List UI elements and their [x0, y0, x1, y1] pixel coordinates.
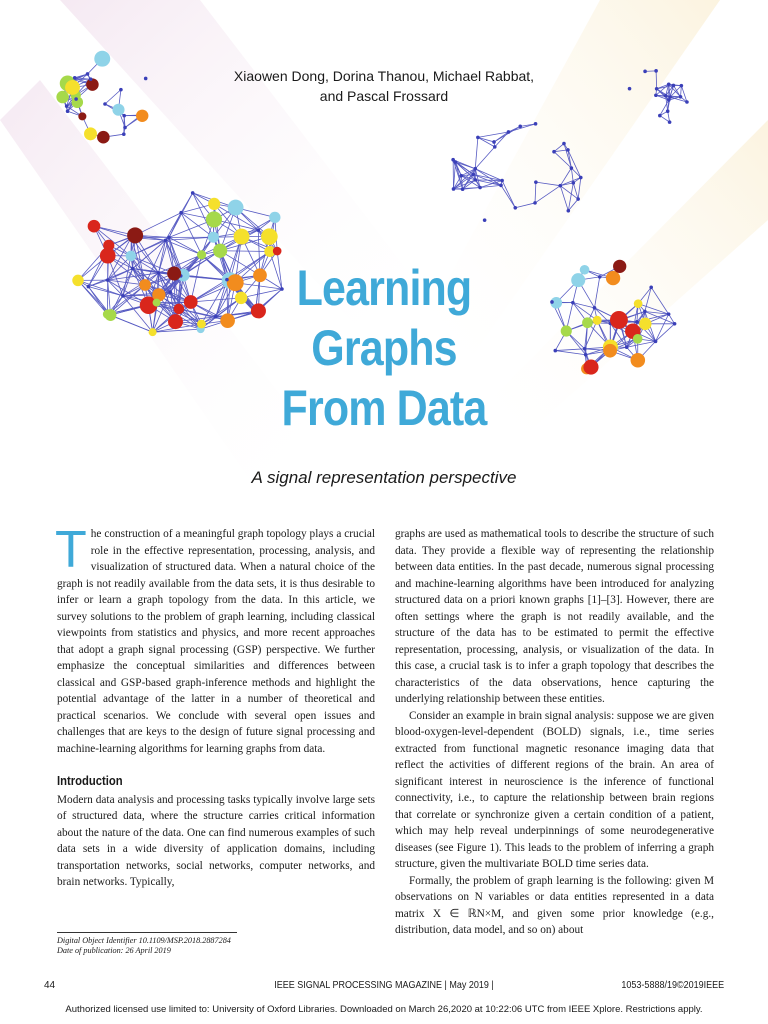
graph-node: [473, 167, 477, 171]
graph-node: [582, 317, 593, 328]
graph-node: [227, 274, 244, 291]
graph-node: [628, 87, 632, 91]
graph-node: [228, 200, 244, 216]
graph-node: [533, 201, 537, 205]
graph-node: [88, 220, 101, 233]
graph-node: [56, 91, 69, 104]
graph-node: [593, 316, 602, 325]
body-paragraph-2: Consider an example in brain signal analysis: suppose we are given blood-oxygen-level-dependent (BOLD) signals, i.e., time series extracted from functional magnetic resonance imaging data that reflect the activities of different regions of the brain. An area of significant interest in neuroscience is the inference of functional connectivity, i.e., to capture the relationship between brain regions that correlate or synchronize given a certain condition of a patient, which may help reveal underpinnings of some neurodegenerative diseases (see Figure 1). This leads to the problem of inferring a graph structure, given the multivariate BOLD time series data.: [395, 709, 714, 870]
graph-node: [105, 309, 117, 321]
graph-node: [179, 211, 183, 215]
graph-node: [666, 109, 670, 113]
graph-edge: [656, 324, 675, 342]
graph-edge: [78, 280, 111, 315]
graph-node: [667, 82, 671, 86]
graph-node: [121, 294, 125, 298]
graph-node: [191, 191, 195, 195]
graph-node: [157, 271, 161, 275]
graph-node: [65, 80, 80, 95]
graph-node: [534, 180, 538, 184]
authors-line-1: Xiaowen Dong, Dorina Thanou, Michael Rabbat,: [233, 68, 535, 84]
graph-node: [558, 184, 562, 188]
graph-node: [571, 301, 575, 305]
graph-node: [658, 114, 662, 118]
graph-node: [167, 236, 171, 240]
drop-cap: T: [55, 521, 87, 579]
graph-node: [94, 51, 110, 67]
graph-node: [625, 345, 629, 349]
graph-node: [553, 349, 557, 353]
graph-node: [680, 84, 684, 88]
graph-edge: [475, 137, 478, 168]
graph-node: [74, 97, 78, 101]
graph-edge: [656, 71, 657, 89]
graph-node: [492, 140, 496, 144]
graph-edge: [181, 213, 201, 255]
graph-node: [126, 251, 137, 262]
graph-node: [593, 306, 597, 310]
graph-edge: [475, 169, 502, 181]
graph-node: [112, 104, 124, 116]
graph-node: [168, 290, 172, 294]
title-line-2: Graphs: [311, 320, 457, 376]
article-title: [255, 258, 513, 438]
graph-edge: [475, 147, 495, 169]
graph-node: [672, 84, 676, 88]
graph-edge: [220, 251, 270, 252]
graph-node: [214, 315, 218, 319]
graph-node: [654, 340, 658, 344]
footnote-doi: Digital Object Identifier 10.1109/MSP.2018.2887284: [57, 936, 231, 945]
left-column: [55, 521, 375, 891]
graph-node: [654, 93, 658, 97]
graph-node: [87, 285, 91, 289]
graph-node: [634, 299, 643, 308]
graph-node: [127, 227, 143, 243]
intro-paragraph: Modern data analysis and processing tasks typically involve large sets of structured data, where the structure carries critical information about the nature of the data. One can find numerous examples of such data sets in a wide diversity of application domains, including transportation networks, social networks, computer networks, and brain networks. Typically,: [57, 793, 375, 888]
graph-node: [139, 279, 151, 291]
graph-node: [149, 328, 157, 336]
graph-node: [84, 127, 97, 140]
graph-node: [552, 150, 556, 154]
graph-node: [667, 312, 671, 316]
graph-node: [639, 318, 651, 330]
graph-node: [461, 187, 465, 191]
graph-node: [610, 311, 628, 329]
graph-edge: [105, 90, 121, 104]
graph-node: [197, 320, 206, 329]
graph-node: [100, 248, 116, 264]
graph-node: [131, 267, 135, 271]
graph-node: [235, 292, 247, 304]
graph-node: [153, 299, 161, 307]
graph-node: [86, 78, 99, 91]
graph-node: [633, 334, 643, 344]
article-subtitle: A signal representation perspective: [251, 468, 517, 487]
graph-node: [451, 158, 455, 162]
right-column: [395, 526, 714, 939]
graph-node: [136, 110, 148, 122]
license-notice: Authorized licensed use limited to: University of Oxford Libraries. Downloaded on March 26,2020 at 10:22:06 UTC from IEEE Xplore. Restrictions apply.: [65, 1004, 703, 1015]
graph-node: [460, 174, 464, 178]
graph-node: [97, 131, 110, 144]
graph-node: [562, 142, 566, 146]
graph-node: [164, 238, 168, 242]
graph-node: [225, 278, 229, 282]
title-line-1: Learning: [296, 260, 472, 316]
graph-node: [103, 102, 107, 106]
graph-node: [213, 244, 227, 258]
title-line-3: From Data: [281, 380, 487, 436]
graph-node: [570, 166, 574, 170]
graph-node: [664, 94, 668, 98]
graph-node: [73, 76, 77, 80]
authors-line-2: and Pascal Frossard: [319, 88, 449, 104]
graph-node: [261, 228, 278, 245]
graph-node: [119, 88, 123, 92]
graph-node: [168, 314, 183, 329]
page-footer: [44, 980, 724, 994]
graph-node: [144, 77, 148, 81]
graph-node: [167, 267, 181, 281]
graph-node: [513, 206, 517, 210]
graph-node: [668, 120, 672, 124]
graph-node: [606, 271, 620, 285]
graph-node: [507, 130, 511, 134]
graph-node: [679, 95, 683, 99]
graph-node: [78, 112, 86, 120]
journal-info: IEEE SIGNAL PROCESSING MAGAZINE | May 2019 |: [274, 980, 494, 991]
graph-node: [234, 229, 250, 245]
author-list: [200, 66, 568, 106]
body-paragraph-1: graphs are used as mathematical tools to describe the structure of such data. They provide a flexible way of representing the relationship between data entities. In the past decade, numerous signal processing and machine-learning algorithms have been introduced for analyzing structured data on a priori known graphs [1]–[3]. However, there are often settings where the graph is not readily available, and the structure of the data has to be estimated to permit the effective representation, processing, analysis, or visualization of the data. In this case, a crucial task is to infer a graph topology that describes the characteristics of the data observations, hence capturing the underlying relationship between these entities.: [395, 528, 714, 705]
graph-node: [476, 136, 480, 140]
graph-node: [571, 273, 585, 287]
graph-node: [256, 228, 260, 232]
graph-node: [584, 353, 588, 357]
graph-node: [452, 187, 456, 191]
section-heading-introduction: Introduction: [57, 774, 123, 788]
graph-node: [518, 125, 522, 129]
graph-node: [65, 104, 69, 108]
graph-node: [598, 275, 602, 279]
graph-node: [493, 145, 497, 149]
graph-node: [685, 100, 689, 104]
graph-edge: [478, 137, 495, 146]
footnote: [57, 932, 237, 956]
graph-node: [534, 122, 538, 126]
graph-node: [649, 286, 653, 290]
issn-copyright: 1053-5888/19©2019IEEE: [621, 980, 724, 991]
graph-node: [197, 250, 206, 259]
graph-node: [567, 209, 571, 213]
abstract-text: he construction of a meaningful graph topology plays a crucial role in the effective representation, processing, analysis, and visualization of structured data. When a natural choice of the graph is not readily available from the data sets, it is thus desirable to infer or learn a graph topology from the data. In this article, we survey solutions to the problem of graph learning, including classical viewpoints from statistics and physics, and more recent approaches that adopt a graph signal processing (GSP) perspective. We further emphasize the conceptual similarities and differences between classical and GSP-based graph-inference methods and highlight the potential advantage of the latter in a number of theoretical and practical scenarios. We conclude with several open issues and challenges that are keys to the design of future signal processing and machine-learning algorithms for learning graphs from data.: [57, 528, 375, 755]
graph-node: [655, 87, 659, 91]
graph-node: [106, 278, 110, 282]
graph-node: [220, 313, 235, 328]
graph-node: [583, 347, 587, 351]
graph-node: [208, 198, 220, 210]
graph-node: [583, 360, 598, 375]
graph-node: [603, 344, 617, 358]
page-number: 44: [44, 980, 56, 991]
graph-node: [122, 132, 126, 136]
graph-node: [472, 173, 476, 177]
graph-node: [208, 232, 219, 243]
graph-node: [668, 95, 672, 99]
graph-node: [635, 320, 639, 324]
graph-node: [174, 304, 185, 315]
graph-node: [643, 310, 647, 314]
graph-node: [89, 77, 93, 81]
graph-node: [123, 126, 127, 130]
graph-node: [561, 325, 572, 336]
graph-node: [474, 178, 478, 182]
footnote-publication-date: Date of publication: 26 April 2019: [57, 946, 171, 955]
graph-node: [206, 211, 222, 227]
graph-node: [500, 179, 504, 183]
graph-node: [643, 70, 647, 74]
graph-node: [499, 184, 503, 188]
graph-node: [122, 114, 126, 118]
graph-node: [86, 72, 90, 76]
graph-node: [483, 218, 487, 222]
graph-node: [478, 186, 482, 190]
graph-node: [613, 260, 626, 273]
graph-node: [673, 322, 677, 326]
graph-node: [654, 69, 658, 73]
graph-node: [579, 176, 583, 180]
graph-node: [631, 353, 646, 368]
graph-node: [273, 247, 282, 256]
abstract-paragraph: [55, 521, 375, 757]
graph-node: [184, 295, 198, 309]
graph-node: [580, 265, 590, 275]
graph-node: [576, 197, 580, 201]
graph-node: [72, 275, 83, 286]
graph-edge: [478, 137, 494, 142]
graph-node: [572, 181, 576, 185]
graph-node: [269, 212, 280, 223]
graph-node: [566, 148, 570, 152]
graph-node: [66, 109, 70, 113]
graph-node: [550, 300, 554, 304]
body-paragraph-3: Formally, the problem of graph learning is the following: given M observations on N variables or data entities represented in a data matrix X ∈ ℝN×M, and given some prior knowledge (e.g., distribution, data model, and so on) about: [395, 874, 714, 936]
